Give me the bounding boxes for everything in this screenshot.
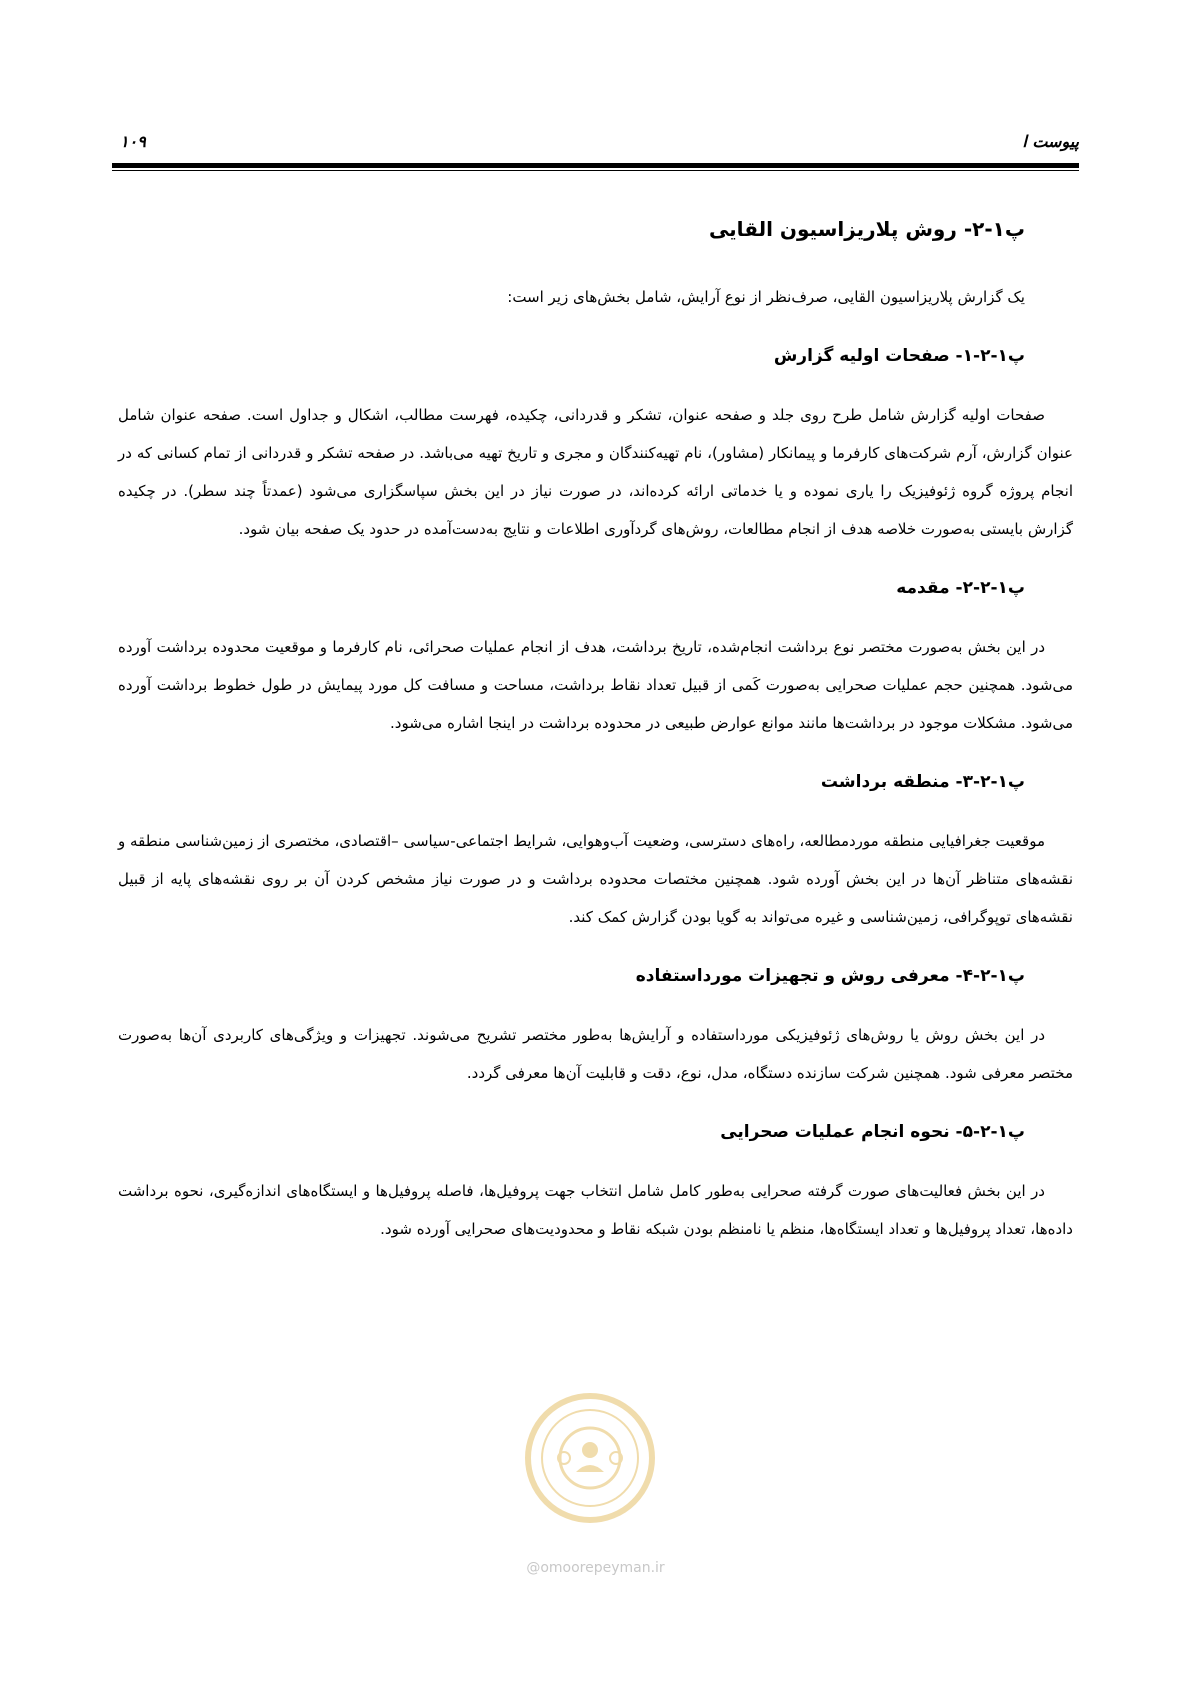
- section-heading-1: پ۱-۲-۱- صفحات اولیه گزارش: [773, 346, 1025, 366]
- main-heading: پ۱-۲- روش پلاریزاسیون القایی: [708, 217, 1025, 241]
- intro-paragraph: یک گزارش پلاریزاسیون القایی، صرف‌نظر از نوع آرایش، شامل بخش‌های زیر است:: [507, 288, 1025, 306]
- header-rule-thin: [112, 170, 1079, 171]
- watermark-site-text: omoorepeyman.ir: [540, 1560, 665, 1576]
- section-paragraph-2: در این بخش به‌صورت مختصر نوع برداشت انجام‌شده، تاریخ برداشت، هدف از انجام عملیات صحرائی، نام کارفرما و موقعیت محدوده برداشت آورده می‌شود. همچنین حجم عملیات صحرایی به‌صورت کَمی از قبیل تعداد نقاط برداشت، مساحت و مسافت کل مورد پیمایش در طول خطوط برداشت آورده می‌شود. مشکلات موجود در برداشت‌ها مانند موانع عوارض طبیعی در محدوده برداشت در اینجا اشاره می‌شود.: [118, 638, 1073, 732]
- section-heading-3: پ۱-۲-۳- منطقه برداشت: [820, 772, 1025, 792]
- page-header: [112, 128, 1079, 154]
- header-title: پیوست ا: [1022, 132, 1079, 151]
- watermark-seal-icon: [520, 1388, 660, 1528]
- header-rule-thick: [112, 163, 1079, 168]
- watermark-site: [0, 1560, 1191, 1576]
- at-icon: @: [526, 1560, 541, 1576]
- section-paragraph-3: موقعیت جغرافیایی منطقه موردمطالعه، راه‌های دسترسی، وضعیت آب‌وهوایی، شرایط اجتماعی-سیاسی –اقتصادی، مختصری از زمین‌شناسی منطقه و نقشه‌های متناظر آن‌ها در این بخش آورده شود. همچنین مختصات محدوده برداشت و در صورت نیاز مشخص کردن آن بر روی نقشه‌های پایه از قبیل نقشه‌های توپوگرافی، زمین‌شناسی و غیره می‌تواند به گویا بودن گزارش کمک کند.: [118, 832, 1073, 926]
- document-body: [118, 214, 1073, 1274]
- section-heading-4: پ۱-۲-۴- معرفی روش و تجهیزات مورداستفاده: [635, 966, 1025, 986]
- section-heading-5: پ۱-۲-۵- نحوه انجام عملیات صحرایی: [720, 1122, 1025, 1142]
- section-heading-2: پ۱-۲-۲- مقدمه: [896, 578, 1025, 598]
- section-paragraph-1: صفحات اولیه گزارش شامل طرح روی جلد و صفحه عنوان، تشکر و قدردانی، چکیده، فهرست مطالب، اشکال و جداول است. صفحه عنوان شامل عنوان گزارش، آرم شرکت‌های کارفرما و پیمانکار (مشاور)، نام تهیه‌کنندگان و مجری و تاریخ تهیه می‌باشد. در صفحه تشکر و قدردانی از تمام کسانی که در انجام پروژه گروه ژئوفیزیک را یاری نموده و یا خدماتی ارائه کرده‌اند، در صورت نیاز در این بخش سپاسگزاری می‌شود (عمدتاً چند سطر). در چکیده گزارش بایستی به‌صورت خلاصه هدف از انجام مطالعات، روش‌های گردآوری اطلاعات و نتایج به‌دست‌آمده در حدود یک صفحه بیان شود.: [118, 406, 1073, 538]
- section-paragraph-5: در این بخش فعالیت‌های صورت گرفته صحرایی به‌طور کامل شامل انتخاب جهت پروفیل‌ها، فاصله پروفیل‌ها و ایستگاه‌های اندازه‌گیری، نحوه برداشت داده‌ها، تعداد پروفیل‌ها و تعداد ایستگاه‌ها، منظم یا نامنظم بودن شبکه نقاط و محدودیت‌های صحرایی آورده شود.: [118, 1182, 1073, 1238]
- page-number: ۱۰۹: [120, 132, 146, 151]
- section-paragraph-4: در این بخش روش یا روش‌های ژئوفیزیکی مورداستفاده و آرایش‌ها به‌طور مختصر تشریح می‌شوند. تجهیزات و ویژگی‌های کاربردی آن‌ها به‌صورت مختصر معرفی شود. همچنین شرکت سازنده دستگاه، مدل، نوع، دقت و قابلیت آن‌ها معرفی گردد.: [118, 1026, 1073, 1082]
